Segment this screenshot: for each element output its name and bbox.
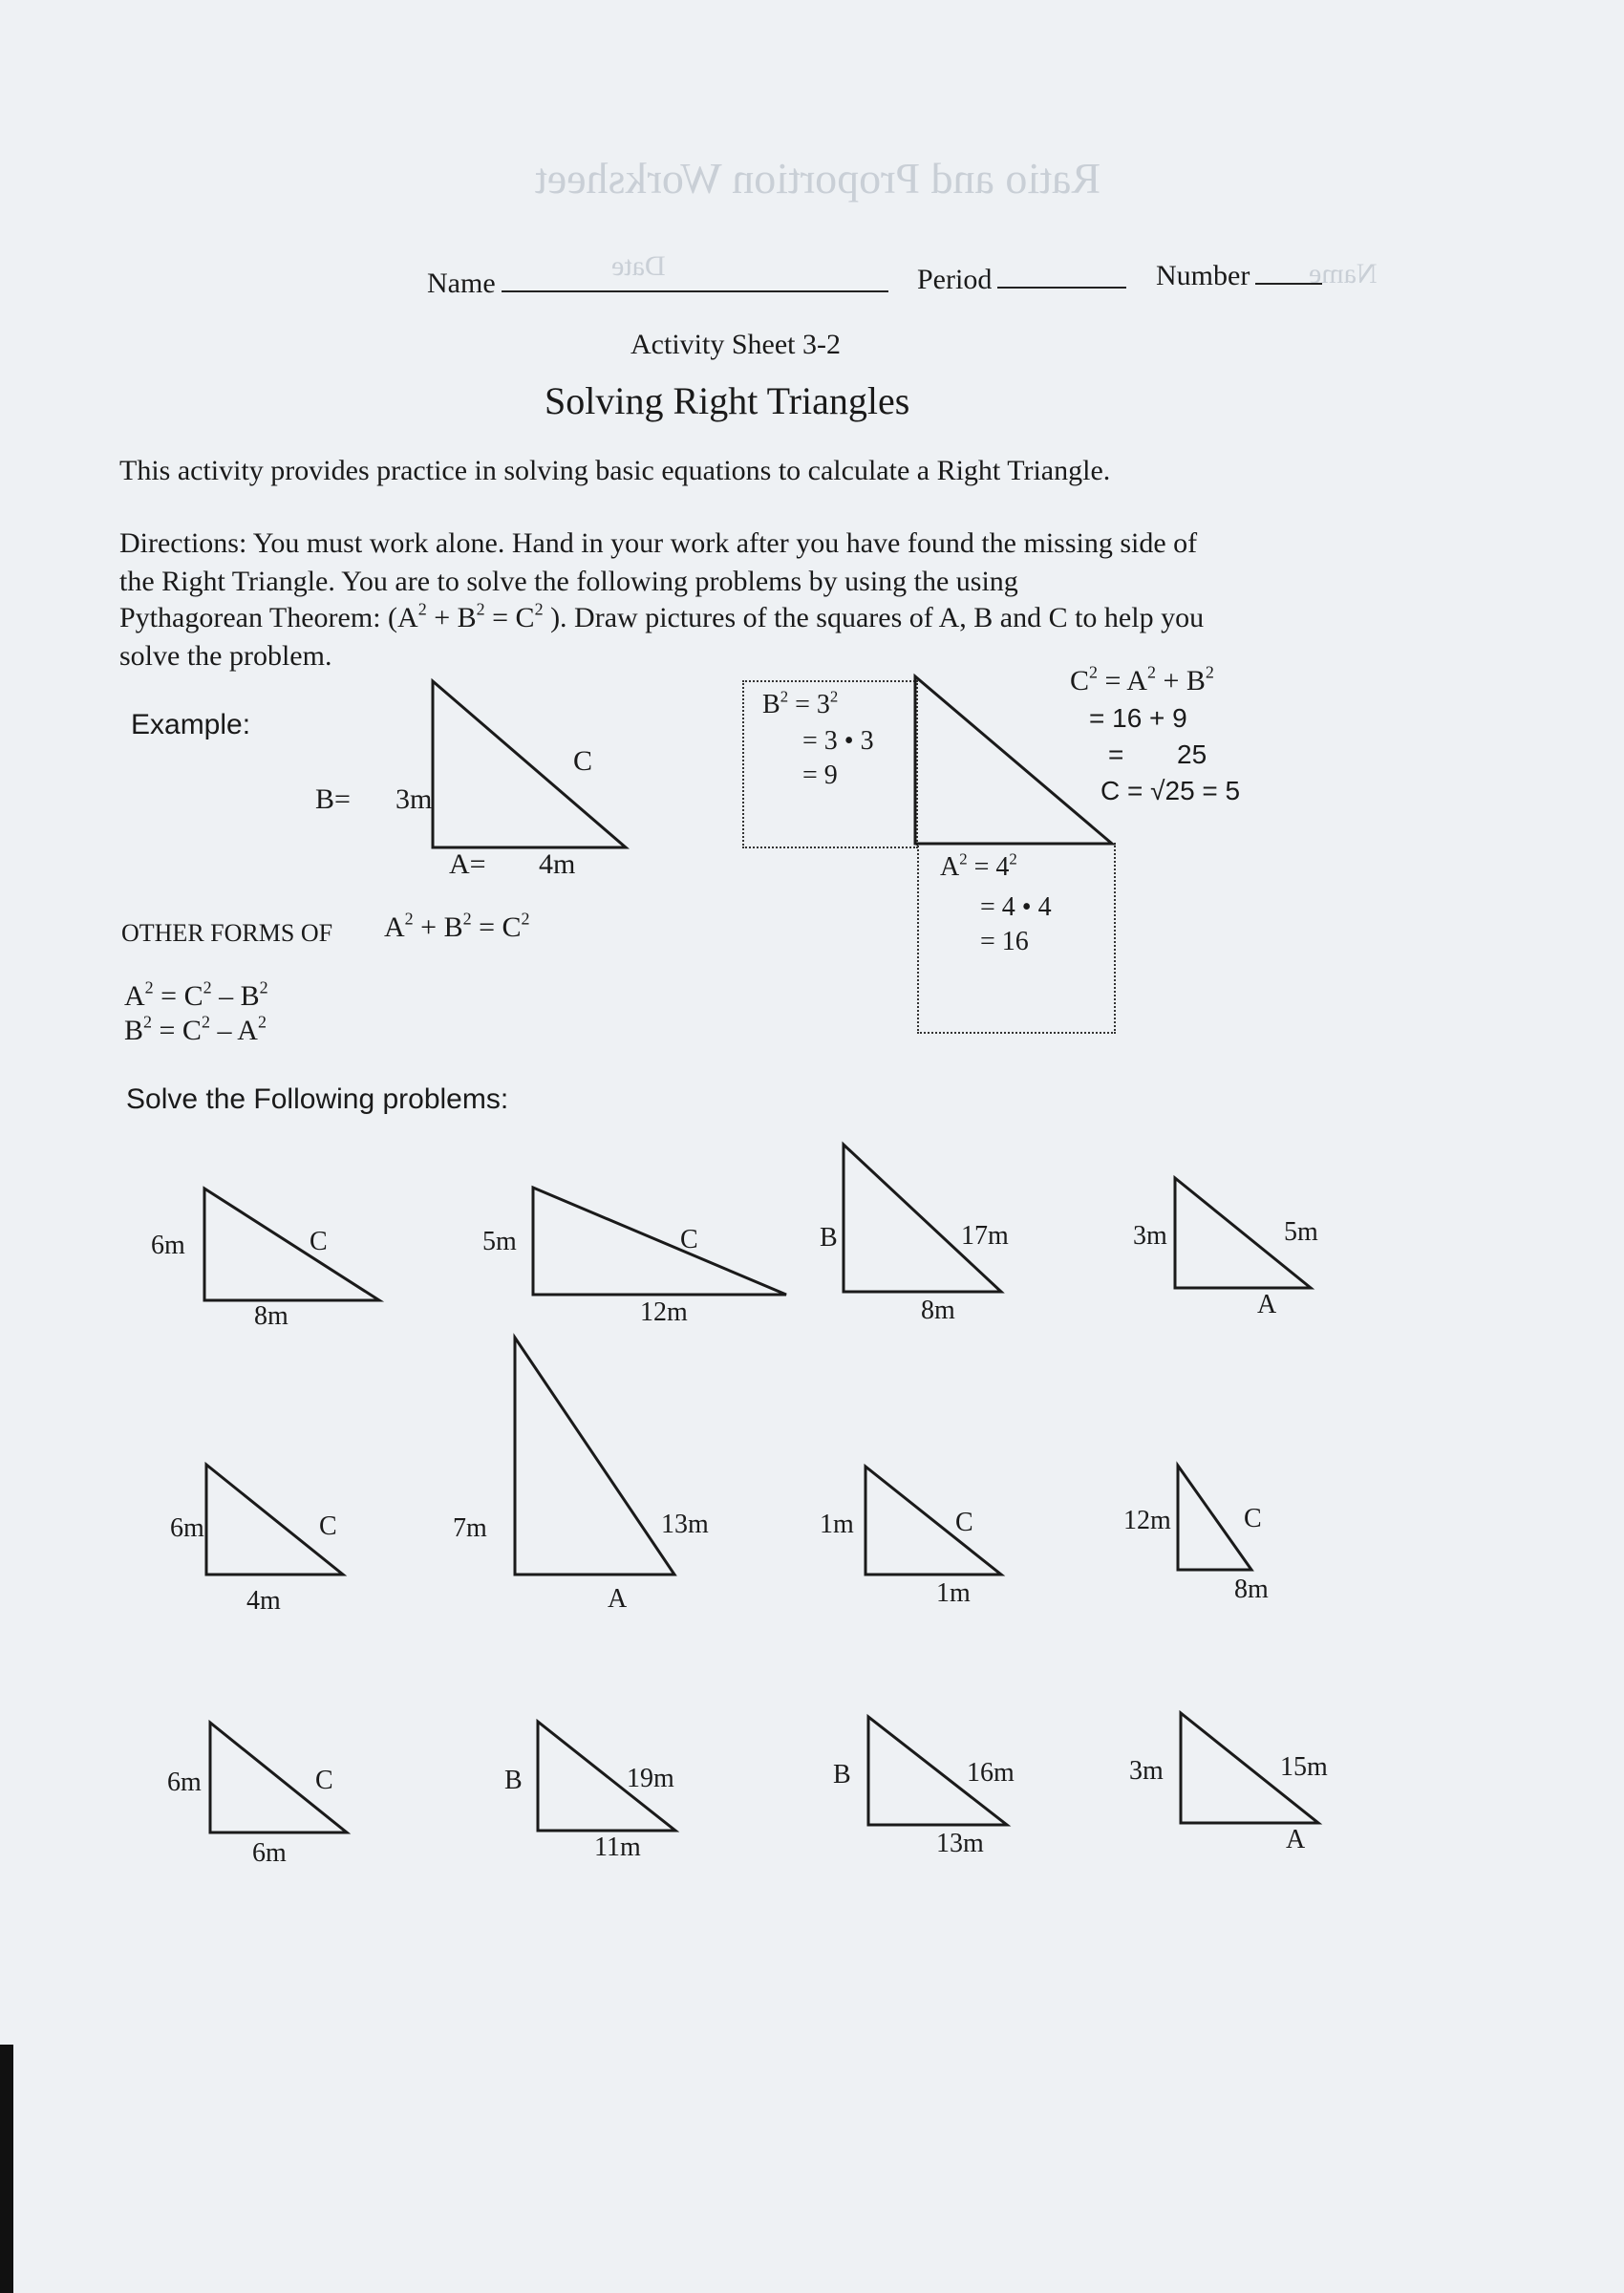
problem-11-left-side: B xyxy=(833,1760,851,1789)
problem-5-left-side: 6m xyxy=(170,1513,204,1543)
problem-10-hypotenuse: 19m xyxy=(627,1764,674,1793)
problem-1-bottom-side: 8m xyxy=(254,1301,288,1331)
problem-7-left-side: 1m xyxy=(820,1510,854,1539)
problem-3-bottom-side: 8m xyxy=(921,1296,955,1325)
problem-8-triangle xyxy=(1177,1465,1253,1572)
problem-2-left-side: 5m xyxy=(482,1227,517,1256)
problem-9-bottom-side: 6m xyxy=(252,1838,287,1868)
problem-7-triangle xyxy=(865,1466,1003,1576)
period-label: Period xyxy=(917,264,1126,296)
directions-line: solve the problem. xyxy=(119,640,332,672)
problem-4-bottom-side: A xyxy=(1257,1290,1277,1319)
problem-4-left-side: 3m xyxy=(1133,1221,1167,1251)
bleed-through-title: Ratio and Proportion Worksheet xyxy=(535,154,1101,203)
example-square-triangle xyxy=(914,675,1113,845)
page-title: Solving Right Triangles xyxy=(545,379,910,422)
problem-7-bottom-side: 1m xyxy=(936,1578,971,1608)
problem-10-bottom-side: 11m xyxy=(594,1832,641,1862)
problem-9-left-side: 6m xyxy=(167,1768,202,1797)
worksheet-page: Ratio and Proportion Worksheet Date Name Name Period Number Activity Sheet 3-2 Solving Right Triangles This activity provides practice in solving basic equations to calculate a Right Triangle. Directions: You must work alone. Hand in your work after you have found the missing side of the Right Triangle. You are to solve the following problems by using the using Pythagorean Theorem: ($A^2 + B^2 = C^2$ ). Draw pictures of the squares of A, B and C to help you solve the problem. Example: B= 3m C A= 4m $B^2 = 3^2$ = 3 • 3 = 9 $A^2 = 4^2$ = 4 • 4 = 16 $C^2 = A^2 + B^2$ = 16 + 9 = 25 C = √25 = 5 OTHER FORMS OF $A^2 + B^2 = C^2$ $A^2 = C^2 - B^2$ $B^2 = C^2 - A^2$ Solve the Following problems: 6m C 8m 5m C 12m B 17m 8m 3m 5m A 6m C 4m 7m 13m A 1m C 1m 12m C 8m 6m C 6m B 19m 11m B 16m 13m 3m 15m A xyxy=(0,0,1624,2293)
example-c-label: C xyxy=(573,745,593,777)
problem-7-hypotenuse: C xyxy=(955,1508,973,1537)
problem-3-triangle xyxy=(843,1144,1003,1294)
problem-6-hypotenuse: 13m xyxy=(661,1510,709,1539)
name-blank[interactable] xyxy=(502,290,888,292)
problem-10-left-side: B xyxy=(504,1766,523,1795)
problem-12-hypotenuse: 15m xyxy=(1280,1752,1328,1782)
period-blank[interactable] xyxy=(997,287,1126,289)
scan-edge-shadow xyxy=(0,2045,13,2293)
activity-sheet-number: Activity Sheet 3-2 xyxy=(630,329,841,360)
problem-1-hypotenuse: C xyxy=(310,1227,328,1256)
directions-line: Pythagorean Theorem: ($A^2 + B^2 = C^2$ ). Draw pictures of the squares of A, B and C to help you xyxy=(119,599,1205,633)
formula-a-squared: $A^2 = C^2 - B^2$ xyxy=(124,977,268,1012)
directions-line: Directions: You must work alone. Hand in your work after you have found the missing side of xyxy=(119,527,1198,559)
example-a-label: A= xyxy=(449,848,486,880)
problem-6-triangle xyxy=(514,1337,676,1576)
example-heading: Example: xyxy=(131,709,251,740)
problem-5-bottom-side: 4m xyxy=(246,1586,281,1616)
intro-text: This activity provides practice in solving basic equations to calculate a Right Triangle. xyxy=(119,455,1111,486)
problem-1-triangle xyxy=(203,1188,381,1302)
name-label: Name xyxy=(427,268,888,300)
problem-6-left-side: 7m xyxy=(453,1513,487,1543)
problem-9-hypotenuse: C xyxy=(315,1766,333,1795)
problem-2-triangle xyxy=(532,1187,788,1297)
problem-5-hypotenuse: C xyxy=(319,1511,337,1541)
problem-3-hypotenuse: 17m xyxy=(961,1221,1009,1251)
problem-8-left-side: 12m xyxy=(1123,1506,1171,1535)
problem-1-left-side: 6m xyxy=(151,1231,185,1260)
pythagorean-formula: $A^2 + B^2 = C^2$ xyxy=(384,909,530,943)
number-label: Number xyxy=(1156,260,1322,292)
problem-3-left-side: B xyxy=(820,1223,838,1253)
problem-12-left-side: 3m xyxy=(1129,1756,1164,1786)
problem-4-hypotenuse: 5m xyxy=(1284,1217,1318,1247)
example-b-value: 3m xyxy=(395,783,433,815)
bleed-through-date: Date xyxy=(611,250,666,282)
example-b-label: B= xyxy=(315,783,351,815)
formula-b-squared: $B^2 = C^2 - A^2$ xyxy=(124,1012,267,1046)
solve-heading: Solve the Following problems: xyxy=(126,1083,509,1115)
example-a-value: 4m xyxy=(539,848,576,880)
number-blank[interactable] xyxy=(1255,283,1322,285)
problem-8-bottom-side: 8m xyxy=(1234,1575,1269,1604)
other-forms-label: OTHER FORMS OF xyxy=(121,919,333,947)
example-triangle xyxy=(432,680,627,848)
problem-12-bottom-side: A xyxy=(1286,1825,1306,1854)
problem-2-bottom-side: 12m xyxy=(640,1297,688,1327)
problem-11-hypotenuse: 16m xyxy=(967,1758,1015,1788)
problem-2-hypotenuse: C xyxy=(680,1225,698,1254)
directions-line: the Right Triangle. You are to solve the following problems by using the using xyxy=(119,566,1018,597)
problem-6-bottom-side: A xyxy=(608,1584,628,1614)
problem-11-bottom-side: 13m xyxy=(936,1829,984,1858)
bleed-through-name: Name xyxy=(1309,258,1378,289)
problem-8-hypotenuse: C xyxy=(1244,1504,1262,1533)
